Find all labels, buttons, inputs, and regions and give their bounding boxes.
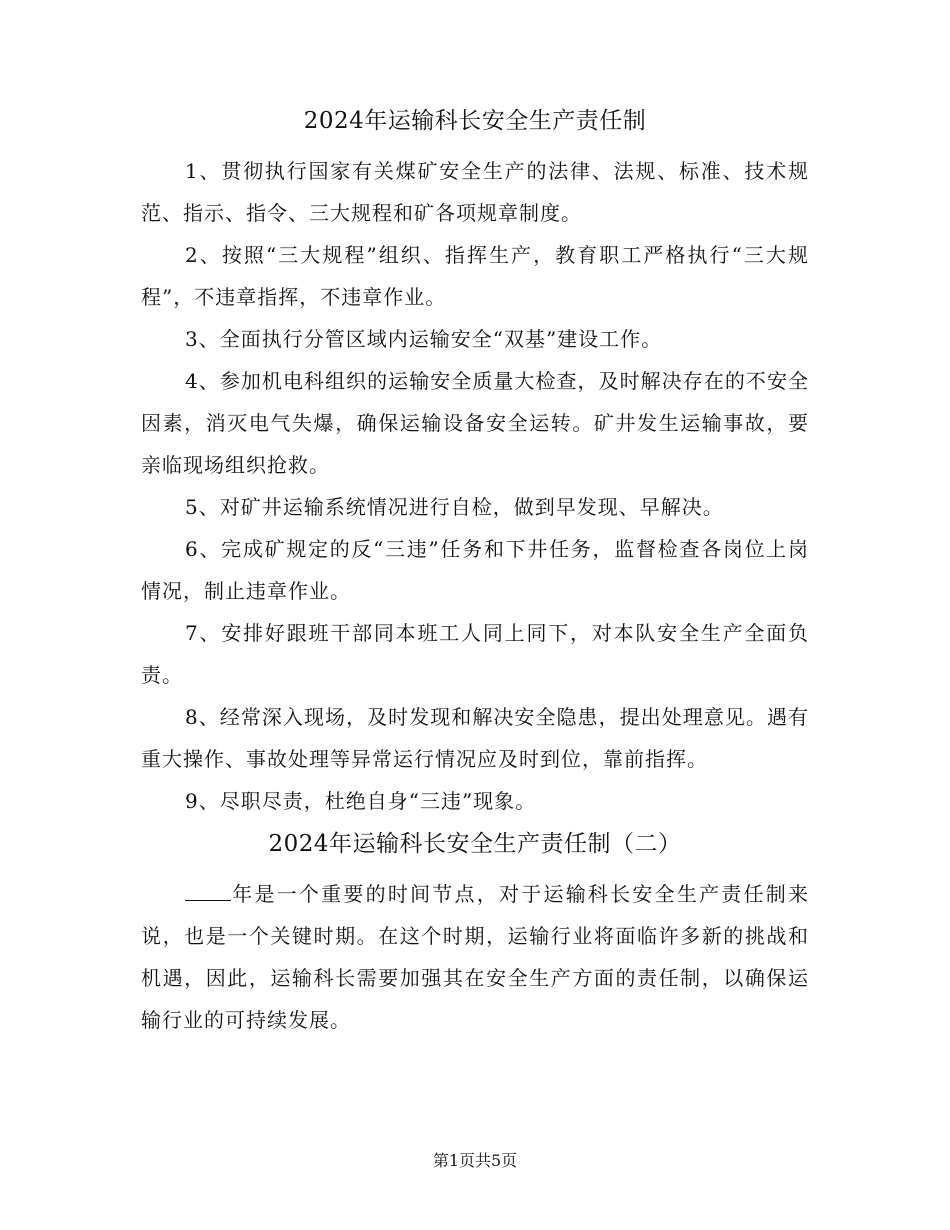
list-item: 4、参加机电科组织的运输安全质量大检查，及时解决存在的不安全因素，消灭电气失爆，确保运输设备安全运转。矿井发生运输事故，要亲临现场组织抢救。 (141, 369, 809, 477)
paragraph-text: 年是一个重要的时间节点，对于运输科长安全生产责任制来说，也是一个关键时期。在这个时期，运输行业将面临许多新的挑战和机遇，因此，运输科长需要加强其在安全生产方面的责任制，以确保运输行业的可持续发展。 (141, 882, 809, 1032)
list-item: 8、经常深入现场，及时发现和解决安全隐患，提出处理意见。遇有重大操作、事故处理等异常运行情况应及时到位，靠前指挥。 (141, 705, 809, 771)
page-number: 第1页共5页 (432, 1151, 518, 1170)
list-item: 5、对矿井运输系统情况进行自检，做到早发现、早解决。 (185, 495, 724, 519)
list-item: 3、全面执行分管区域内运输安全“双基”建设工作。 (185, 327, 663, 351)
list-item: 2、按照“三大规程”组织、指挥生产，教育职工严格执行“三大规程”，不违章指挥，不违章作业。 (141, 243, 809, 309)
fill-in-blank (185, 882, 231, 901)
list-item: 9、尽职尽责，杜绝自身“三违”现象。 (185, 789, 537, 813)
document-title: 2024年运输科长安全生产责任制 (303, 108, 647, 134)
body-paragraph (141, 873, 809, 1041)
list-item: 1、贯彻执行国家有关煤矿安全生产的法律、法规、标准、技术规范、指示、指令、三大规程和矿各项规章制度。 (141, 159, 809, 225)
list-item: 7、安排好跟班干部同本班工人同上同下，对本队安全生产全面负责。 (141, 621, 809, 687)
list-item: 6、完成矿规定的反“三违”任务和下井任务，监督检查各岗位上岗情况，制止违章作业。 (141, 537, 809, 603)
section-title: 2024年运输科长安全生产责任制（二） (268, 831, 682, 857)
